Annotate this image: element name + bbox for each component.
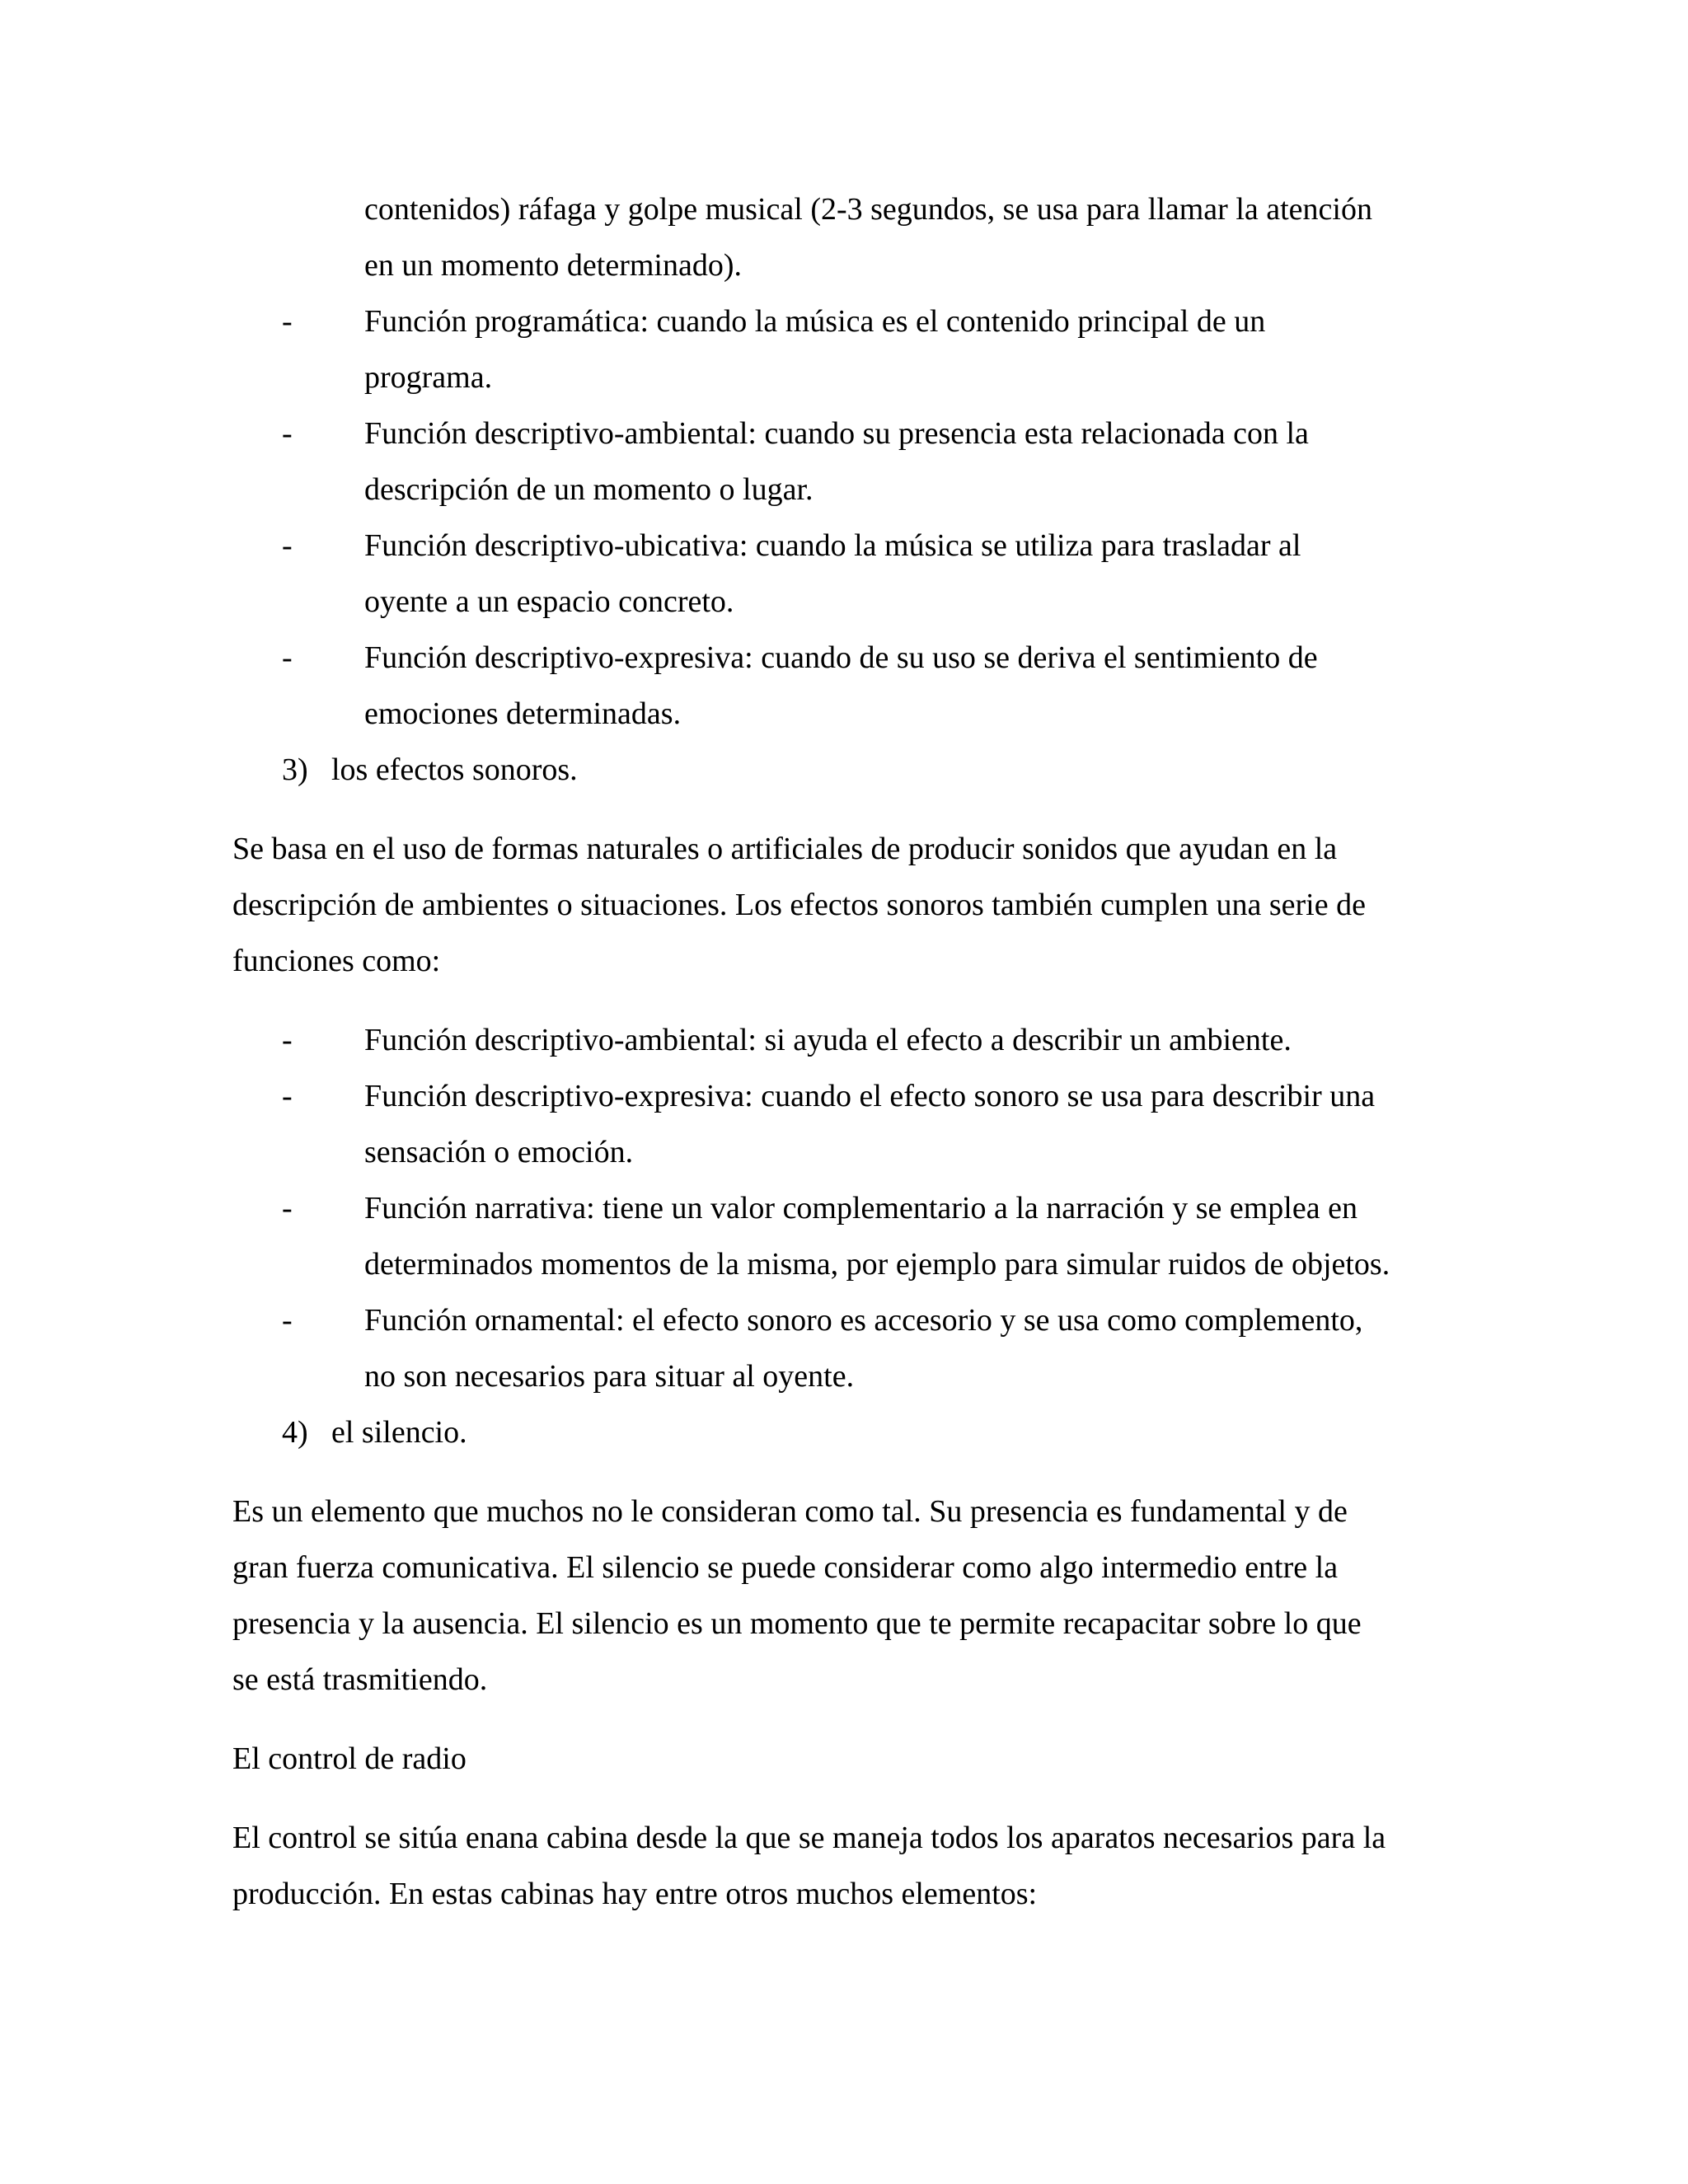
paragraph-effects-line-1: Se basa en el uso de formas naturales o artificiales de producir sonidos que ayudan en la: [232, 832, 1338, 866]
effect-item-expresiva-line-2: sensación o emoción.: [364, 1135, 634, 1169]
effect-item-expresiva-line-1: Función descriptivo-expresiva: cuando el efecto sonoro se usa para describir una: [364, 1079, 1376, 1113]
list-bullet: -: [282, 1023, 293, 1057]
paragraph-control-line-2: producción. En estas cabinas hay entre otros muchos elementos:: [232, 1877, 1038, 1911]
effect-item-ornamental-line-2: no son necesarios para situar al oyente.: [364, 1359, 855, 1394]
effect-item-narrativa-line-2: determinados momentos de la misma, por ejemplo para simular ruidos de objetos.: [364, 1247, 1390, 1282]
list-bullet: -: [282, 1191, 293, 1226]
list-item-programatica-line-2: programa.: [364, 360, 493, 395]
list-bullet: -: [282, 1303, 293, 1338]
paragraph-silence-line-1: Es un elemento que muchos no le consideran como tal. Su presencia es fundamental y de: [232, 1494, 1348, 1529]
paragraph-silence-line-4: se está trasmitiendo.: [232, 1662, 488, 1697]
list-item-ubicativa-line-2: oyente a un espacio concreto.: [364, 584, 734, 619]
list-item-ambiental-line-2: descripción de un momento o lugar.: [364, 472, 814, 507]
list-bullet: -: [282, 1079, 293, 1113]
numbered-item-3-text: los efectos sonoros.: [331, 752, 578, 787]
numbered-item-3-number: 3): [282, 752, 308, 787]
effect-item-narrativa-line-1: Función narrativa: tiene un valor complementario a la narración y se emplea en: [364, 1191, 1357, 1226]
list-item-expresiva-line-1: Función descriptivo-expresiva: cuando de su uso se deriva el sentimiento de: [364, 640, 1318, 675]
list-bullet: -: [282, 416, 293, 451]
effect-item-ornamental-line-1: Función ornamental: el efecto sonoro es accesorio y se usa como complemento,: [364, 1303, 1363, 1338]
numbered-item-4-text: el silencio.: [331, 1415, 467, 1450]
paragraph-silence-line-2: gran fuerza comunicativa. El silencio se puede considerar como algo intermedio entre la: [232, 1550, 1339, 1585]
list-item-ambiental-line-1: Función descriptivo-ambiental: cuando su presencia esta relacionada con la: [364, 416, 1309, 451]
paragraph-effects-line-2: descripción de ambientes o situaciones. Los efectos sonoros también cumplen una serie de: [232, 888, 1366, 922]
list-item-expresiva-line-2: emociones determinadas.: [364, 696, 682, 731]
paragraph-silence-line-3: presencia y la ausencia. El silencio es un momento que te permite recapacitar sobre lo que: [232, 1606, 1362, 1641]
list-bullet: -: [282, 528, 293, 563]
list-bullet: -: [282, 304, 293, 339]
section-heading-control-de-radio: El control de radio: [232, 1741, 467, 1776]
list-bullet: -: [282, 640, 293, 675]
paragraph-effects-line-3: funciones como:: [232, 944, 441, 978]
effect-item-ambiental-line-1: Función descriptivo-ambiental: si ayuda el efecto a describir un ambiente.: [364, 1023, 1292, 1057]
list-item-ubicativa-line-1: Función descriptivo-ubicativa: cuando la música se utiliza para trasladar al: [364, 528, 1301, 563]
continuation-line-1: contenidos) ráfaga y golpe musical (2-3 segundos, se usa para llamar la atención: [364, 192, 1372, 227]
numbered-item-4-number: 4): [282, 1415, 308, 1450]
continuation-line-2: en un momento determinado).: [364, 248, 742, 283]
list-item-programatica-line-1: Función programática: cuando la música es el contenido principal de un: [364, 304, 1266, 339]
paragraph-control-line-1: El control se sitúa enana cabina desde la que se maneja todos los aparatos necesarios para la: [232, 1821, 1386, 1855]
